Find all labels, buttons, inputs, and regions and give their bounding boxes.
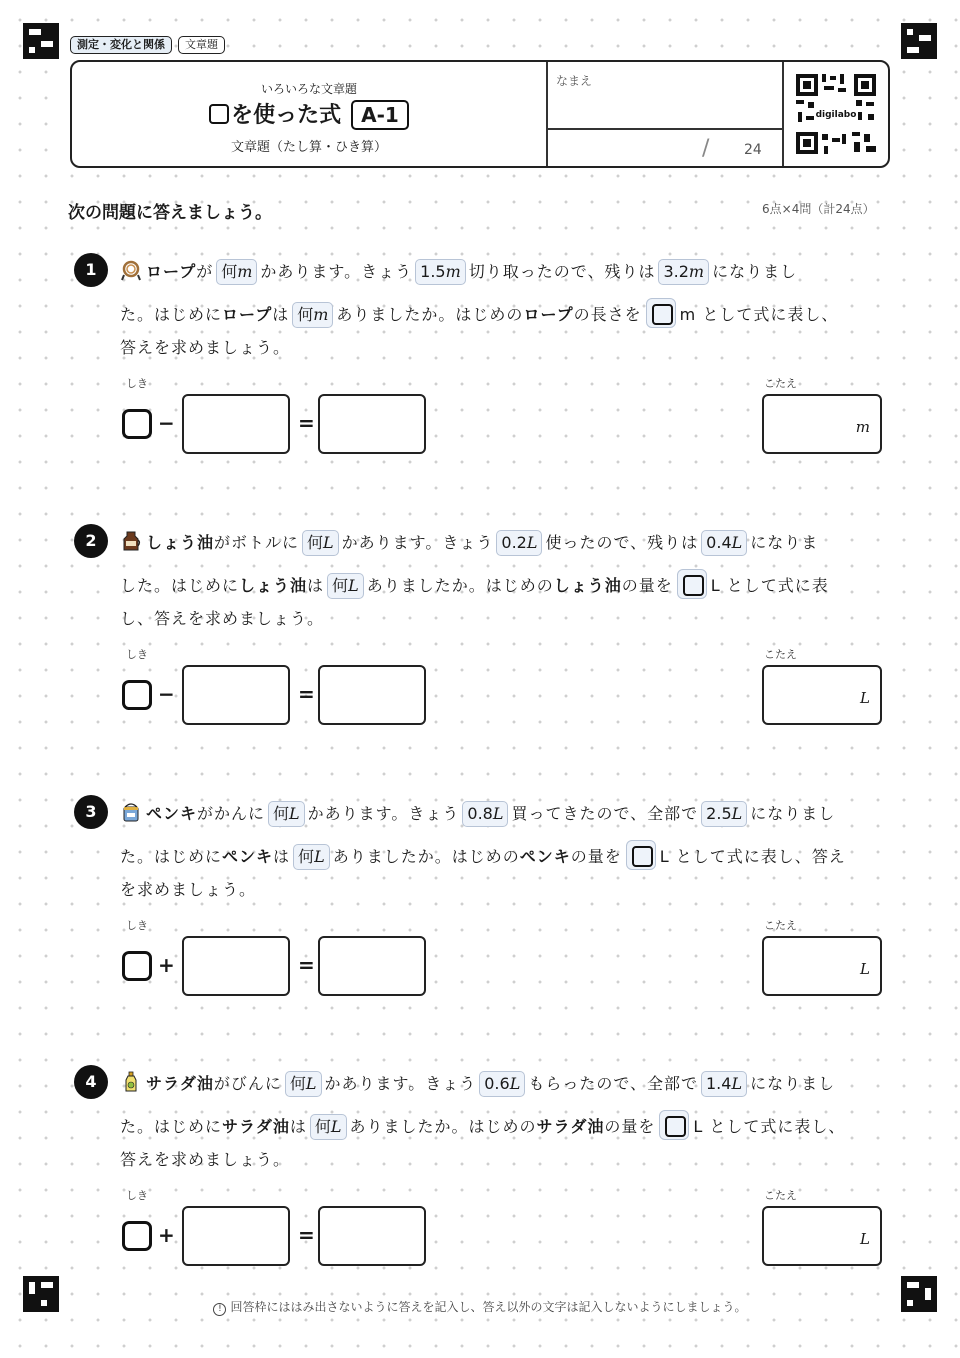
equation-answer-box[interactable] <box>318 936 426 996</box>
operator-sign: − <box>158 411 175 435</box>
text: L として式に表し、答え <box>659 847 846 866</box>
value-chip <box>415 259 466 285</box>
unit-text: m <box>313 305 329 324</box>
unit-text: L <box>526 533 538 552</box>
text: 切り取ったので、残りは <box>468 262 656 281</box>
question-line-1 <box>120 801 835 827</box>
text: ありましたか。はじめの <box>336 305 524 324</box>
instruction-text: 次の問題に答えましょう。 <box>68 203 272 223</box>
question-number: 3 <box>74 795 108 829</box>
blank-square-chip <box>646 298 676 328</box>
operator-sign: − <box>158 682 175 706</box>
text: が <box>196 262 214 281</box>
unknown-text: 何 <box>289 1074 306 1093</box>
paint-can-icon <box>120 801 142 823</box>
worksheet-header <box>70 60 890 168</box>
blank-square-icon <box>122 951 152 981</box>
text: かあります。きょう <box>307 804 460 823</box>
unknown-chip <box>293 844 330 870</box>
question-line-3: し、答えを求めましょう。 <box>120 609 325 628</box>
item-name: ロープ <box>146 262 197 281</box>
unknown-chip <box>285 1071 322 1097</box>
equation-answer-box[interactable] <box>318 394 426 454</box>
unknown-chip <box>268 801 305 827</box>
equation-answer-box[interactable] <box>182 936 290 996</box>
blank-square-chip <box>659 1110 689 1140</box>
question-line-1 <box>120 259 797 285</box>
text: た。はじめに <box>120 305 223 324</box>
unit-text: m <box>445 262 461 281</box>
value-text: 0.4 <box>706 533 732 552</box>
question-line-2 <box>120 569 829 599</box>
footer-text: 回答枠にははみ出さないように答えを記入し、答え以外の文字は記入しないようにしましょう。 <box>230 1300 747 1314</box>
text: L として式に表し、 <box>693 1117 846 1136</box>
value-chip <box>658 259 709 285</box>
final-answer-box[interactable] <box>762 665 882 725</box>
text: m として式に表し、 <box>679 305 839 324</box>
text: は <box>273 847 291 866</box>
item-name: ペンキ <box>222 847 274 866</box>
value-chip <box>701 1071 747 1097</box>
equals-sign: = <box>298 682 315 706</box>
unknown-chip <box>292 302 333 328</box>
text: は <box>272 305 290 324</box>
value-text: 1.5 <box>420 262 446 281</box>
question-line-1 <box>120 530 818 556</box>
value-text: 0.6 <box>484 1074 510 1093</box>
operator-sign: + <box>158 1223 175 1247</box>
text: た。はじめに <box>120 847 223 866</box>
value-chip <box>496 530 542 556</box>
answer-unit: m <box>855 418 870 436</box>
item-name: しょう油 <box>146 533 215 552</box>
text: がボトルに <box>214 533 300 552</box>
question-line-2 <box>120 298 838 328</box>
blank-square-icon <box>122 409 152 439</box>
value-chip <box>701 530 747 556</box>
equals-sign: = <box>298 953 315 977</box>
item-name: ペンキ <box>146 804 198 823</box>
value-chip <box>462 801 508 827</box>
unit-text: L <box>731 1074 743 1093</box>
soy-sauce-bottle-icon <box>120 530 142 552</box>
kotae-label: こたえ <box>764 377 797 390</box>
footer-note <box>0 1298 960 1316</box>
final-answer-box[interactable] <box>762 1206 882 1266</box>
text: かあります。きょう <box>341 533 494 552</box>
unit-text: L <box>731 804 743 823</box>
unit-text: L <box>314 847 325 866</box>
unit-text: L <box>323 533 334 552</box>
text: 買ってきたので、全部で <box>511 804 699 823</box>
operator-sign: + <box>158 953 175 977</box>
blank-square-icon <box>122 1221 152 1251</box>
text: は <box>307 576 325 595</box>
text: になりまし <box>712 262 798 281</box>
worksheet-subtitle: いろいろな文章題 <box>260 82 357 96</box>
equals-sign: = <box>298 411 315 435</box>
equation-answer-box[interactable] <box>318 665 426 725</box>
item-name: ロープ <box>222 305 273 324</box>
question-line-1 <box>120 1071 835 1097</box>
type-tag: 文章題 <box>178 36 225 54</box>
shiki-label: しき <box>126 919 148 932</box>
unit-text: L <box>492 804 504 823</box>
unit-text: L <box>305 1074 317 1093</box>
header-divider <box>546 62 548 166</box>
warning-icon: ! <box>213 1303 226 1316</box>
text: 使ったので、残りは <box>545 533 699 552</box>
text: がびんに <box>213 1074 282 1093</box>
text: た。はじめに <box>120 1117 223 1136</box>
question-number: 1 <box>74 253 108 287</box>
text: の量を <box>621 576 673 595</box>
salad-oil-bottle-icon <box>120 1071 142 1093</box>
worksheet-category: 文章題（たし算・ひき算） <box>230 140 387 155</box>
question-line-3: を求めましょう。 <box>120 880 257 899</box>
unknown-text: 何 <box>314 1117 331 1136</box>
blank-square-chip <box>626 840 656 870</box>
item-name: サラダ油 <box>222 1117 290 1136</box>
question-number: 2 <box>74 524 108 558</box>
equation-answer-box[interactable] <box>182 665 290 725</box>
blank-square-chip <box>677 569 707 599</box>
value-text: 0.2 <box>501 533 527 552</box>
qr-label: digilabo <box>815 110 857 120</box>
equation-answer-box[interactable] <box>182 394 290 454</box>
category-tag: 測定・変化と関係 <box>70 36 172 54</box>
unknown-chip <box>302 530 339 556</box>
answer-unit: L <box>860 1230 870 1248</box>
unit-text: L <box>731 533 743 552</box>
text: した。はじめに <box>120 576 240 595</box>
equation-answer-box[interactable] <box>318 1206 426 1266</box>
unit-text: L <box>330 1117 342 1136</box>
item-name: ロープ <box>523 305 574 324</box>
score-slash: / <box>702 136 710 161</box>
text: ありましたか。はじめの <box>332 847 520 866</box>
rope-icon <box>120 259 142 281</box>
kotae-label: こたえ <box>764 1189 797 1202</box>
item-name: しょう油 <box>239 576 308 595</box>
text: がかんに <box>197 804 266 823</box>
text: もらったので、全部で <box>528 1074 698 1093</box>
equals-sign: = <box>298 1223 315 1247</box>
points-info: 6点×4問（計24点） <box>762 202 875 216</box>
text: になりまし <box>750 1074 836 1093</box>
unit-text: L <box>289 804 300 823</box>
corner-marker-top-right <box>901 23 937 59</box>
unknown-chip <box>327 573 364 599</box>
answer-unit: L <box>860 960 870 978</box>
corner-marker-top-left <box>23 23 59 59</box>
final-answer-box[interactable] <box>762 394 882 454</box>
value-chip <box>479 1071 525 1097</box>
question-number: 4 <box>74 1065 108 1099</box>
value-chip <box>701 801 747 827</box>
unit-text: m <box>688 262 705 281</box>
text: ありましたか。はじめの <box>349 1117 537 1136</box>
text: かあります。きょう <box>260 262 413 281</box>
value-text: 0.8 <box>467 804 493 823</box>
header-divider <box>782 62 784 166</box>
shiki-label: しき <box>126 377 148 390</box>
text: の量を <box>604 1117 656 1136</box>
name-field-label: なまえ <box>556 74 593 88</box>
text: かあります。きょう <box>324 1074 477 1093</box>
unit-text: L <box>348 576 359 595</box>
unit-text: L <box>509 1074 521 1093</box>
title-text: を使った式 <box>231 103 342 128</box>
unknown-text: 何 <box>221 262 238 281</box>
text: ありましたか。はじめの <box>366 576 554 595</box>
unit-text: m <box>237 262 253 281</box>
unknown-text: 何 <box>332 576 349 595</box>
question-line-2 <box>120 1110 845 1140</box>
item-name: ペンキ <box>519 847 571 866</box>
worksheet-code: A-1 <box>351 100 409 130</box>
text: の長さを <box>573 305 642 324</box>
equation-answer-box[interactable] <box>182 1206 290 1266</box>
header-divider <box>546 128 782 130</box>
unknown-text: 何 <box>298 847 315 866</box>
unknown-text: 何 <box>307 533 324 552</box>
value-text: 3.2 <box>663 262 689 281</box>
question-line-3: 答えを求めましょう。 <box>120 1150 291 1169</box>
value-text: 1.4 <box>706 1074 732 1093</box>
score-total: 24 <box>744 142 762 158</box>
text: L として式に表 <box>710 576 829 595</box>
text: になりま <box>750 533 819 552</box>
blank-square-icon <box>122 680 152 710</box>
text: の量を <box>570 847 622 866</box>
shiki-label: しき <box>126 1189 148 1202</box>
question-line-2 <box>120 840 846 870</box>
kotae-label: こたえ <box>764 919 797 932</box>
unknown-text: 何 <box>297 305 314 324</box>
item-name: しょう油 <box>553 576 622 595</box>
kotae-label: こたえ <box>764 648 797 661</box>
text: は <box>289 1117 307 1136</box>
blank-square-icon <box>209 104 229 124</box>
unknown-chip <box>216 259 257 285</box>
item-name: サラダ油 <box>146 1074 214 1093</box>
qr-code-icon <box>794 72 878 156</box>
worksheet-title <box>72 98 546 130</box>
question-line-3: 答えを求めましょう。 <box>120 338 291 357</box>
unknown-text: 何 <box>273 804 290 823</box>
item-name: サラダ油 <box>536 1117 605 1136</box>
text: になりまし <box>750 804 836 823</box>
answer-unit: L <box>860 689 870 707</box>
unknown-chip <box>310 1114 347 1140</box>
shiki-label: しき <box>126 648 148 661</box>
value-text: 2.5 <box>706 804 732 823</box>
final-answer-box[interactable] <box>762 936 882 996</box>
